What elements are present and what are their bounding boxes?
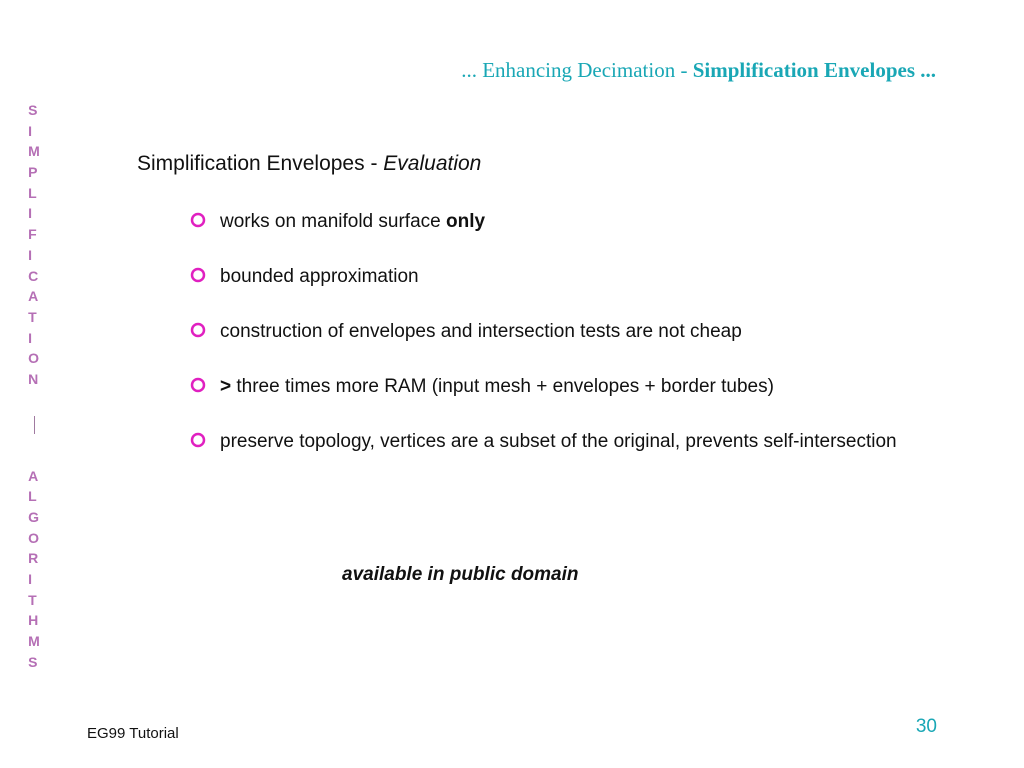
- side-rail-letter: I: [28, 246, 33, 263]
- side-rail-letter: A: [28, 467, 39, 484]
- side-rail-letter: I: [28, 205, 33, 222]
- section-title: [137, 152, 481, 176]
- bullet-item: [190, 428, 920, 455]
- bullet-emphasis: only: [446, 211, 486, 232]
- bullet-text: preserve topology, vertices are a subset of the original, prevents self-intersection: [220, 431, 897, 452]
- bullet-text: works on manifold surface: [220, 211, 446, 232]
- side-rail-letter: N: [28, 370, 39, 387]
- side-rail-letter: O: [28, 529, 40, 546]
- header-main: Simplification Envelopes ...: [692, 58, 936, 82]
- section-title-subtitle: Evaluation: [383, 152, 482, 175]
- side-rail-letter: O: [28, 350, 40, 367]
- side-rail-letter: M: [28, 143, 40, 160]
- side-rail-bottom: [28, 466, 40, 673]
- section-title-main: Simplification Envelopes: [137, 152, 365, 175]
- availability-note: available in public domain: [342, 564, 579, 585]
- bullet-text: three times more RAM (input mesh + envelopes + border tubes): [231, 376, 774, 397]
- hollow-circle-bullet-icon: [190, 212, 206, 228]
- bullet-list: [190, 208, 920, 483]
- header-prefix: ... Enhancing Decimation: [461, 58, 676, 82]
- section-title-dash: -: [364, 152, 384, 175]
- bullet-item: [190, 318, 920, 345]
- side-rail-letter: I: [28, 329, 33, 346]
- side-rail-separator: [34, 416, 35, 434]
- side-rail: [22, 100, 46, 673]
- bullet-text: construction of envelopes and intersection tests are not cheap: [220, 321, 742, 342]
- header-separator: -: [675, 58, 693, 82]
- side-rail-letter: L: [28, 488, 37, 505]
- bullet-text: bounded approximation: [220, 266, 419, 287]
- side-rail-letter: F: [28, 226, 37, 243]
- hollow-circle-bullet-icon: [190, 432, 206, 448]
- footer-label: EG99 Tutorial: [87, 725, 179, 742]
- side-rail-letter: P: [28, 164, 38, 181]
- bullet-item: [190, 373, 920, 400]
- side-rail-letter: I: [28, 122, 33, 139]
- side-rail-letter: T: [28, 591, 37, 608]
- side-rail-letter: G: [28, 509, 40, 525]
- hollow-circle-bullet-icon: [190, 267, 206, 283]
- side-rail-letter: S: [28, 653, 38, 670]
- side-rail-letter: T: [28, 308, 37, 325]
- side-rail-letter: R: [28, 550, 39, 567]
- hollow-circle-bullet-icon: [190, 377, 206, 393]
- side-rail-top: [28, 100, 40, 390]
- page-number: 30: [915, 716, 937, 737]
- side-rail-letter: L: [28, 184, 37, 201]
- side-rail-letter: A: [28, 288, 39, 305]
- bullet-emphasis: >: [220, 376, 232, 397]
- hollow-circle-bullet-icon: [190, 322, 206, 338]
- side-rail-letter: C: [28, 267, 39, 284]
- bullet-item: [190, 263, 920, 290]
- side-rail-letter: I: [28, 571, 33, 588]
- side-rail-letter: S: [28, 102, 38, 118]
- bullet-item: [190, 208, 920, 235]
- side-rail-letter: M: [28, 633, 40, 650]
- slide-header: [461, 58, 936, 83]
- side-rail-letter: H: [28, 612, 39, 629]
